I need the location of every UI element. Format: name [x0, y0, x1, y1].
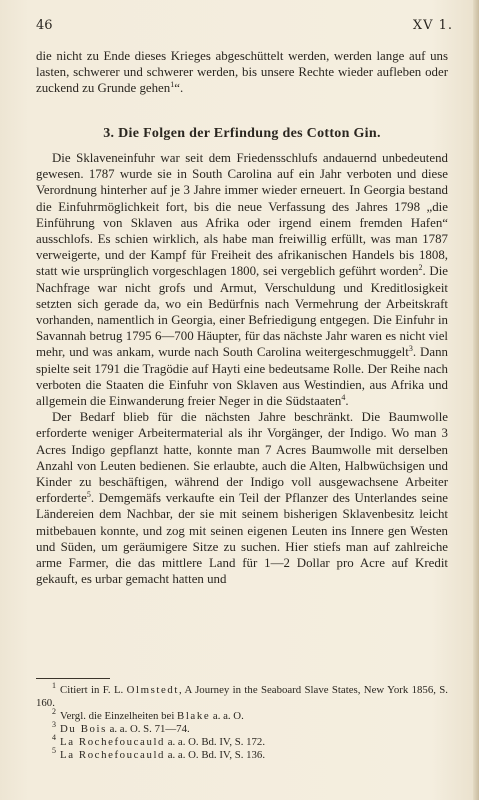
footnote-author: La Rochefoucauld — [60, 749, 166, 761]
p1-text-c: . Dann spielte seit 1791 die Tragödie auf Hayti eine bedeutsame Rolle. Der Reihe nach verboten die Staaten die Einfuhr von Sklaven aus Westindien, aus Afrika und allgemein die Einwanderung freier Neger in die Südstaaten — [36, 345, 448, 409]
footnote: $^4$ La Rochefoucauld a. a. O. Bd. IV, S. 172. — [52, 733, 266, 748]
p1-text-b: . Die Nachfrage war nicht grofs und Armut, Verschuldung und Kreditlosigkeit setzten sich gerade da, wo ein Bedürfnis nach Vermehrung der Arbeitskraft vorhanden, namentlich in Georgia, einer Befriedigung entgegen. Die Einfuhr in Savannah betrug 1795 6—700 Häupter, für das nächste Jahr waren es nicht viel mehr, und was ankam, wurde nach South Carolina weitergeschmuggelt — [36, 264, 449, 360]
footnote: $^2$ Vergl. die Einzelheiten bei Blake a. a. O. — [52, 707, 244, 722]
footnotes — [36, 681, 448, 762]
footnote-author: La Rochefoucauld — [60, 736, 166, 748]
footnote-text: a. a. O. Bd. IV, S. 136. — [165, 749, 266, 761]
footnote-ref: 1 — [170, 80, 175, 90]
footnote: $^5$ La Rochefoucauld a. a. O. Bd. IV, S. 136. — [52, 746, 266, 761]
footnote-text: a. a. O. Bd. IV, S. 172. — [165, 736, 266, 748]
paragraph-2 — [36, 409, 448, 587]
intro-end: “. — [174, 81, 184, 96]
p2-text-b: . Demgemäfs verkaufte ein Teil der Pflanzer des Unterlandes seine Ländereien dem Nachbar, der sie mit seinem bisherigen Sklavenbesitz leicht mitbebauen konnte, und zog mit seinen eigenen Leuten ins Innere gen Westen und Süden, um geräumigere Sitze zu suchen. Hier stiefs man auf zahlreiche arme Farmer, die das mittlere Land für 1—2 Dollar pro Acre auf Kredit gekauft, es urbar gemacht hatten und — [36, 491, 448, 587]
intro-paragraph — [36, 48, 448, 97]
paragraph-1 — [36, 150, 448, 409]
page-edge — [473, 0, 479, 800]
page-number: 46 — [36, 18, 53, 33]
p1-text-d: . — [345, 394, 349, 409]
chapter-marker: XV 1. — [412, 18, 453, 33]
footnote-rule — [36, 678, 110, 679]
footnote: $^1$ Citiert in F. L. Olmstedt, A Journey in the Seaboard Slave States, New York 1856, S. 160. — [36, 681, 448, 709]
footnote-text: a. a. O. S. 71—74. — [106, 723, 190, 735]
footnote-text: a. a. O. — [210, 710, 244, 722]
footnote-text: Vergl. die Einzelheiten bei — [60, 710, 178, 722]
footnote-author: Blake — [177, 710, 211, 722]
running-header — [36, 18, 453, 34]
p1-text-a: Die Sklaveneinfuhr war seit dem Friedensschlufs andauernd unbedeutend gewesen. 1787 wurde sie in South Carolina auf ein Jahr verboten und diese Verordnung hinterher auf je 3 Jahre immer wieder erneuert. In Georgia bestand die Einfuhrmöglichkeit fort, bis die neue Verfassung des Jahres 1798 „die Einführung von Sklaven aus Afrika oder irgend einem fremden Hafen“ ausschlofs. Es schien wirklich, als habe man freiwillig erfüllt, was man 1787 verweigerte, und der Kampf für Freiheit des afrikanischen Handels bis 1808, statt wie ursprünglich vorgeschlagen 1800, sei vergeblich geführt worden — [36, 151, 448, 279]
footnote-ref: 5 — [86, 490, 91, 500]
p2-text-a: Der Bedarf blieb für die nächsten Jahre beschränkt. Die Baumwolle erforderte weniger Arbeitermaterial als ihr Vorgänger, der Indigo. Wo man 3 Acres Indigo gepflanzt hatte, konnte man 7 Acres Baumwolle mit derselben Anzahl von Leuten bedienen. Sie erlaubte, auch die Alten, Halbwüchsigen und Kinder zu beschäftigen, während der Indigo voll ausgewachsene Arbeiter erforderte — [36, 410, 448, 506]
section-title: 3. Die Folgen der Erfindung des Cotton Gin. — [103, 126, 381, 141]
footnote-author: Olmstedt — [126, 684, 180, 696]
footnote-ref: 4 — [341, 393, 346, 403]
footnote-author: Du Bois — [60, 723, 107, 735]
footnote-text: , A Journey in the Seaboard Slave States, New York 1856, S. 160. — [36, 684, 448, 709]
footnote: $^3$ Du Bois a. a. O. S. 71—74. — [52, 720, 190, 735]
footnote-ref: 3 — [408, 344, 413, 354]
intro-text: die nicht zu Ende dieses Krieges abgeschüttelt werden, werden lange auf uns lasten, schwerer und schwerer werden, bis unsere Rechte wieder aufleben oder zuckend zu Grunde gehen — [36, 49, 448, 96]
body-text — [36, 150, 448, 587]
footnote-ref: 2 — [418, 263, 423, 273]
footnote-text: Citiert in F. L. — [60, 684, 127, 696]
